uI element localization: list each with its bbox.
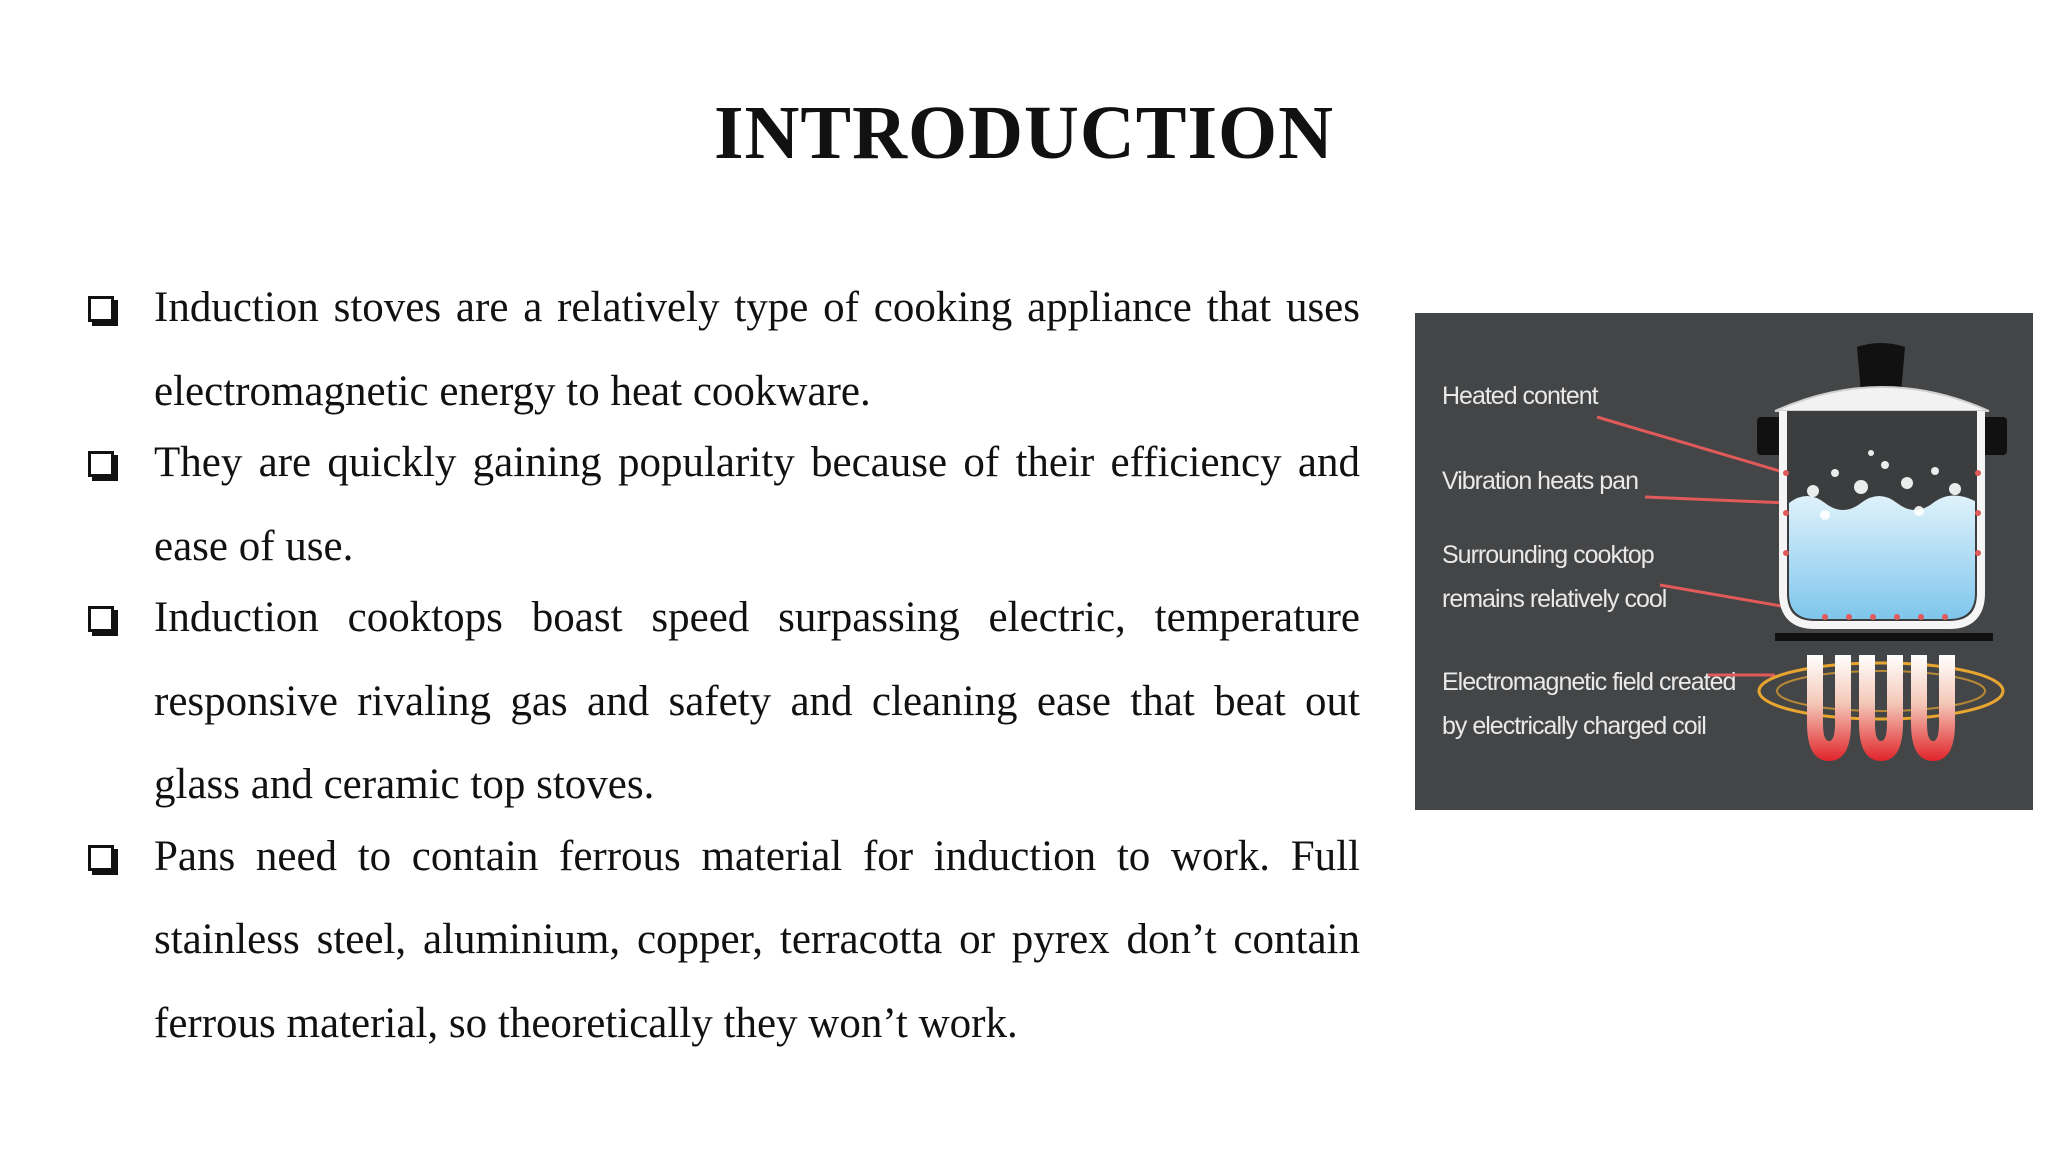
bullet-text: Induction cooktops boast speed surpassing electric, temperature responsive rivaling gas and safety and cleaning ease that beat out glass and ceramic top stoves.: [154, 594, 1360, 808]
lid-knob-icon: [1857, 343, 1905, 393]
label-heated-content: Heated content: [1442, 382, 1598, 410]
label-surrounding-line1: Surrounding cooktop: [1442, 541, 1654, 569]
checkbox-bullet-icon: [88, 296, 114, 322]
bullet-item: [80, 827, 1360, 1066]
label-field-line2: by electrically charged coil: [1442, 712, 1706, 740]
checkbox-bullet-icon: [88, 606, 114, 632]
water-icon: [1789, 495, 1975, 619]
induction-diagram: [1415, 313, 2033, 810]
pot-lid-icon: [1775, 387, 1989, 411]
label-field-line1: Electromagnetic field created: [1442, 668, 1736, 696]
bullet-item: [80, 278, 1360, 433]
bullet-text: Pans need to contain ferrous material for induction to work. Full stainless steel, aluminium, copper, terracotta or pyrex don’t contain ferrous material, so theoretically they won’t work.: [154, 832, 1360, 1047]
slide-title: INTRODUCTION: [713, 91, 1335, 175]
bullet-item: [80, 588, 1360, 827]
bullet-list: [80, 278, 1360, 1065]
label-surrounding-line2: remains relatively cool: [1442, 585, 1667, 613]
bullet-text: They are quickly gaining popularity because of their efficiency and ease of use.: [154, 439, 1360, 570]
checkbox-bullet-icon: [88, 451, 114, 477]
induction-diagram-svg: [1415, 313, 2033, 810]
checkbox-bullet-icon: [88, 845, 114, 871]
cooktop-surface-icon: [1775, 633, 1993, 641]
bullet-text: Induction stoves are a relatively type of cooking appliance that uses electromagnetic energy to heat cookware.: [154, 284, 1360, 415]
label-vibration: Vibration heats pan: [1442, 467, 1638, 495]
bullet-item: [80, 433, 1360, 588]
